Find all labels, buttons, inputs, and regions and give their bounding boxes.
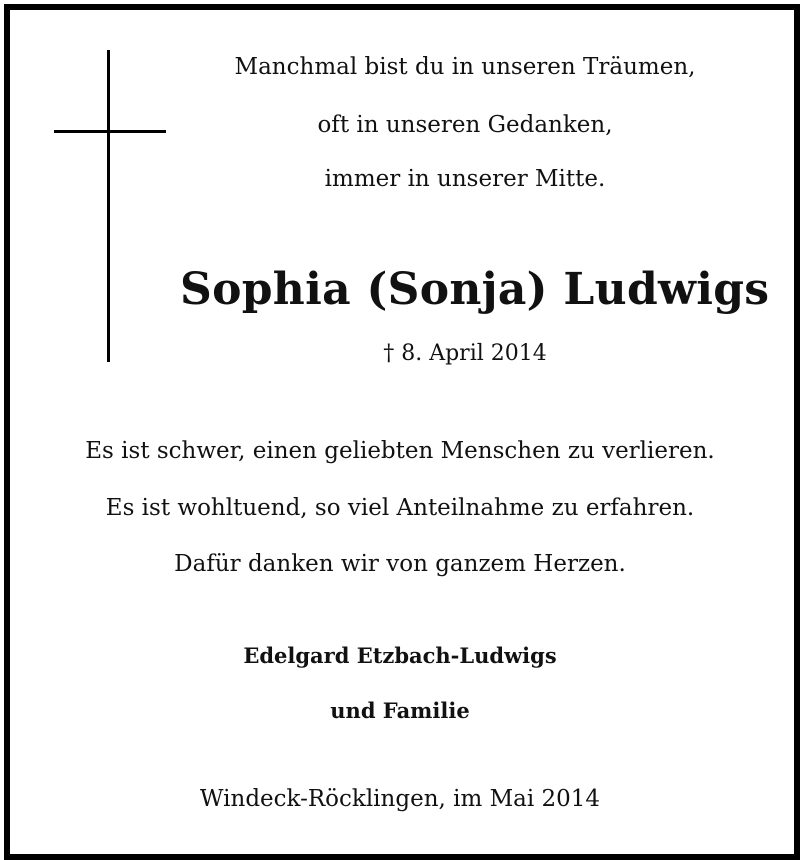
thanks-line-1: Es ist schwer, einen geliebten Menschen zu verlieren.	[85, 438, 715, 464]
thanks-line-3: Dafür danken wir von ganzem Herzen.	[174, 551, 626, 577]
signatory-name: Edelgard Etzbach-Ludwigs	[243, 643, 557, 668]
poem-line-1: Manchmal bist du in unseren Träumen,	[234, 54, 696, 80]
thanks-line-2: Es ist wohltuend, so viel Anteilnahme zu erfahren.	[105, 495, 695, 521]
signatory-family: und Familie	[330, 698, 470, 723]
death-date: † 8. April 2014	[383, 341, 547, 366]
deceased-name: Sophia (Sonja) Ludwigs	[180, 264, 770, 315]
poem-line-2: oft in unseren Gedanken,	[317, 112, 613, 138]
cross-icon-vertical-bar	[107, 50, 110, 362]
poem-line-3: immer in unserer Mitte.	[324, 166, 606, 192]
cross-icon-horizontal-bar	[54, 130, 166, 133]
place-and-date: Windeck-Röcklingen, im Mai 2014	[199, 786, 601, 812]
